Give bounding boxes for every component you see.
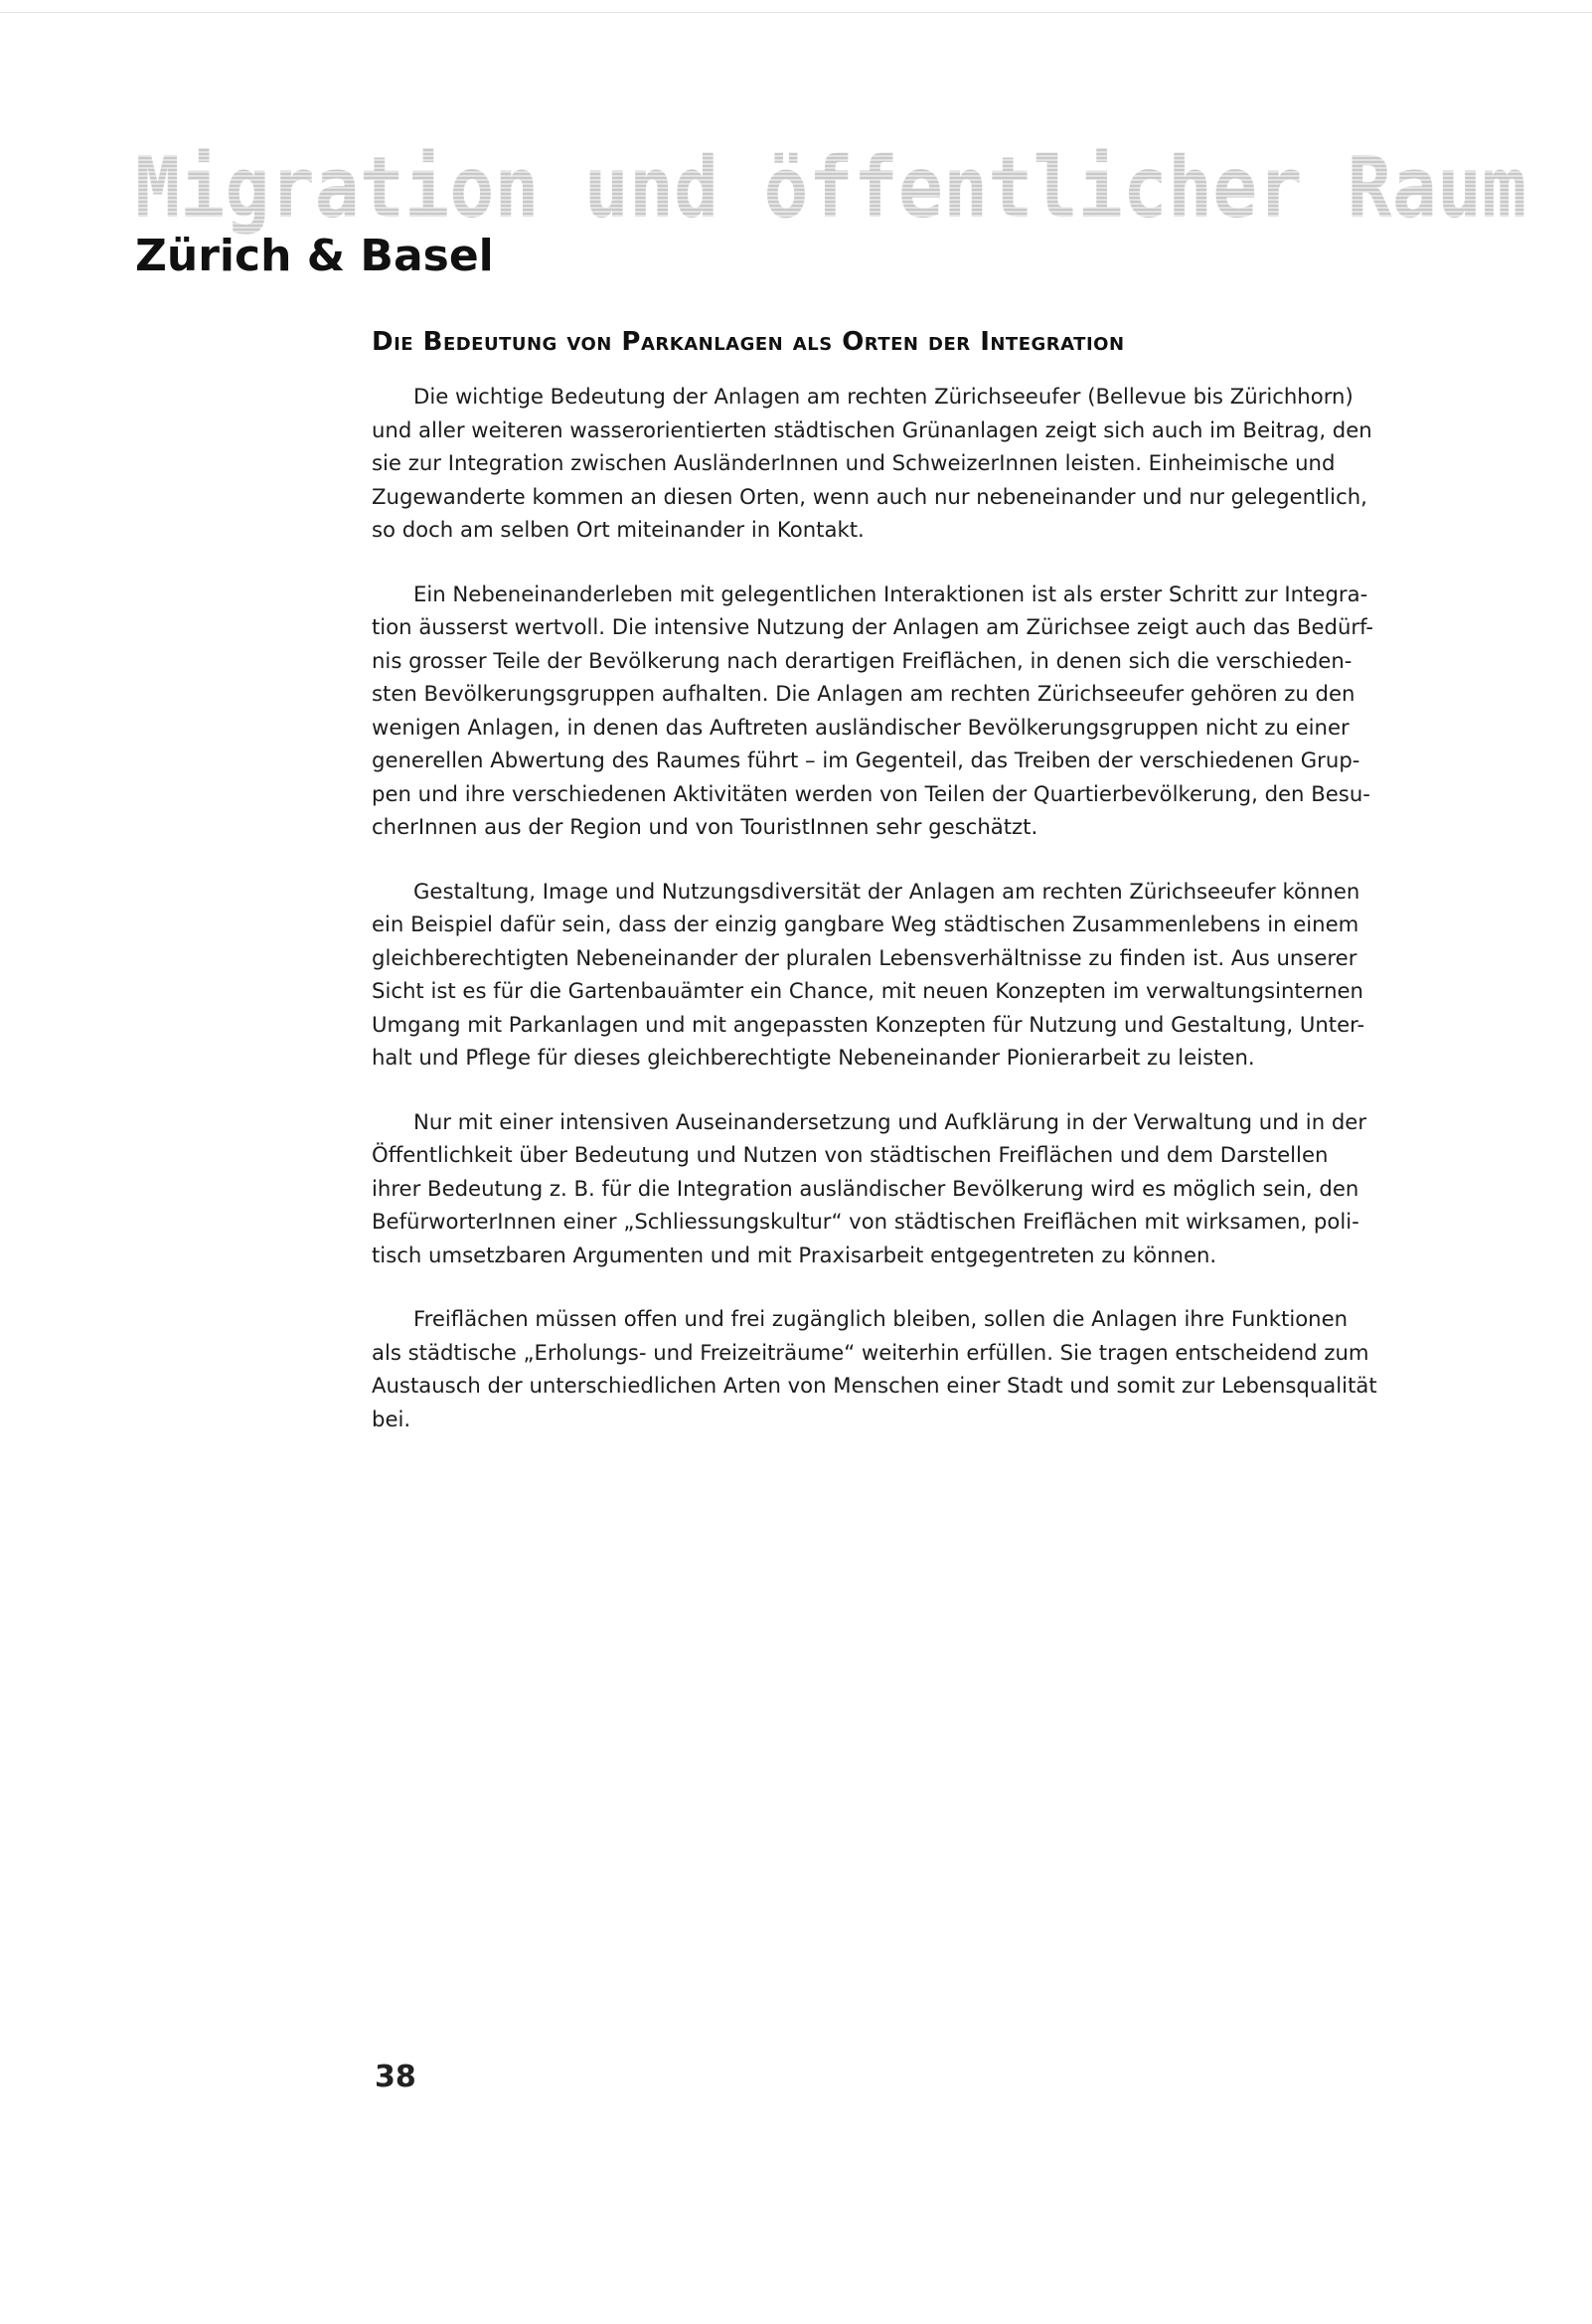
page-number: 38 — [375, 2060, 416, 2094]
text-line: so doch am selben Ort miteinander in Kontakt. — [372, 517, 865, 542]
text-line: sten Bevölkerungsgruppen aufhalten. Die Anlagen am rechten Zürichseeufer gehören zu den — [372, 681, 1355, 706]
text-line: bei. — [372, 1406, 411, 1431]
text-line: sie zur Integration zwischen AusländerInnen und SchweizerInnen leisten. Einheimische und — [372, 450, 1336, 475]
top-rule — [0, 12, 1592, 13]
text-line: pen und ihre verschiedenen Aktivitäten werden von Teilen der Quartierbevölkerung, den Besu- — [372, 780, 1370, 806]
text-line: Zugewanderte kommen an diesen Orten, wenn auch nur nebeneinander und nur gelegentlich, — [372, 483, 1367, 509]
text-line: halt und Pflege für dieses gleichberechtigte Nebeneinander Pionierarbeit zu leisten. — [372, 1045, 1255, 1070]
text-line: cherInnen aus der Region und von TouristInnen sehr geschätzt. — [372, 814, 1038, 839]
paragraph — [372, 578, 1395, 844]
text-line: Sicht ist es für die Gartenbauämter ein Chance, mit neuen Konzepten im verwaltungsinternen — [372, 978, 1363, 1003]
text-line: Umgang mit Parkanlagen und mit angepassten Konzepten für Nutzung und Gestaltung, Unter- — [372, 1011, 1365, 1037]
text-line: Freiflächen müssen offen und frei zugänglich bleiben, sollen die Anlagen ihre Funktionen — [413, 1306, 1349, 1331]
text-line: Ein Nebeneinanderleben mit gelegentlichen Interaktionen ist als erster Schritt zur Integra- — [413, 581, 1368, 606]
text-line: tisch umsetzbaren Argumenten und mit Praxisarbeit entgegentreten zu können. — [372, 1242, 1217, 1267]
text-line: gleichberechtigten Nebeneinander der pluralen Lebensverhältnisse zu finden ist. Aus unserer — [372, 944, 1357, 970]
text-line: Nur mit einer intensiven Auseinandersetzung und Aufklärung in der Verwaltung und in der — [413, 1108, 1367, 1134]
text-line: Austausch der unterschiedlichen Arten von Menschen einer Stadt und somit zur Lebensqualität — [372, 1373, 1377, 1398]
paragraph — [372, 1302, 1395, 1435]
text-line: Öffentlichkeit über Bedeutung und Nutzen von städtischen Freiflächen und dem Darstellen — [372, 1142, 1329, 1167]
text-line: tion äusserst wertvoll. Die intensive Nutzung der Anlagen am Zürichsee zeigt auch das Bedürf- — [372, 614, 1374, 639]
text-line: wenigen Anlagen, in denen das Auftreten ausländischer Bevölkerungsgruppen nicht zu einer — [372, 714, 1350, 740]
text-line: und aller weiteren wasserorientierten städtischen Grünanlagen zeigt sich auch im Beitrag, den — [372, 416, 1372, 442]
article-content — [372, 326, 1395, 1466]
text-line: Die wichtige Bedeutung der Anlagen am rechten Zürichseeufer (Bellevue bis Zürichhorn) — [413, 384, 1353, 409]
section-heading: Die Bedeutung von Parkanlagen als Orten der Integration — [372, 327, 1125, 357]
text-line: BefürworterInnen einer „Schliessungskultur“ von städtischen Freiflächen mit wirksamen, poli- — [372, 1209, 1359, 1234]
title-block — [135, 139, 1527, 281]
text-line: Gestaltung, Image und Nutzungsdiversität der Anlagen am rechten Zürichseeufer können — [413, 878, 1360, 904]
text-line: ein Beispiel dafür sein, dass der einzig gangbare Weg städtischen Zusammenlebens in einem — [372, 912, 1359, 936]
text-line: generellen Abwertung des Raumes führt – im Gegenteil, das Treiben der verschiedenen Grup- — [372, 747, 1360, 772]
text-line: als städtische „Erholungs- und Freizeiträume“ weiterhin erfüllen. Sie tragen entscheidend zum — [372, 1339, 1369, 1365]
page-title: Migration und öffentlicher Raum — [135, 139, 1527, 238]
paragraph — [372, 875, 1395, 1075]
paragraphs — [372, 380, 1395, 1435]
paragraph — [372, 380, 1395, 547]
paragraph — [372, 1105, 1395, 1272]
text-line: ihrer Bedeutung z. B. für die Integration ausländischer Bevölkerung wird es möglich sein, den — [372, 1175, 1359, 1201]
page-subtitle: Zürich & Basel — [135, 231, 494, 281]
text-line: nis grosser Teile der Bevölkerung nach derartigen Freiflächen, in denen sich die verschieden- — [372, 647, 1353, 673]
